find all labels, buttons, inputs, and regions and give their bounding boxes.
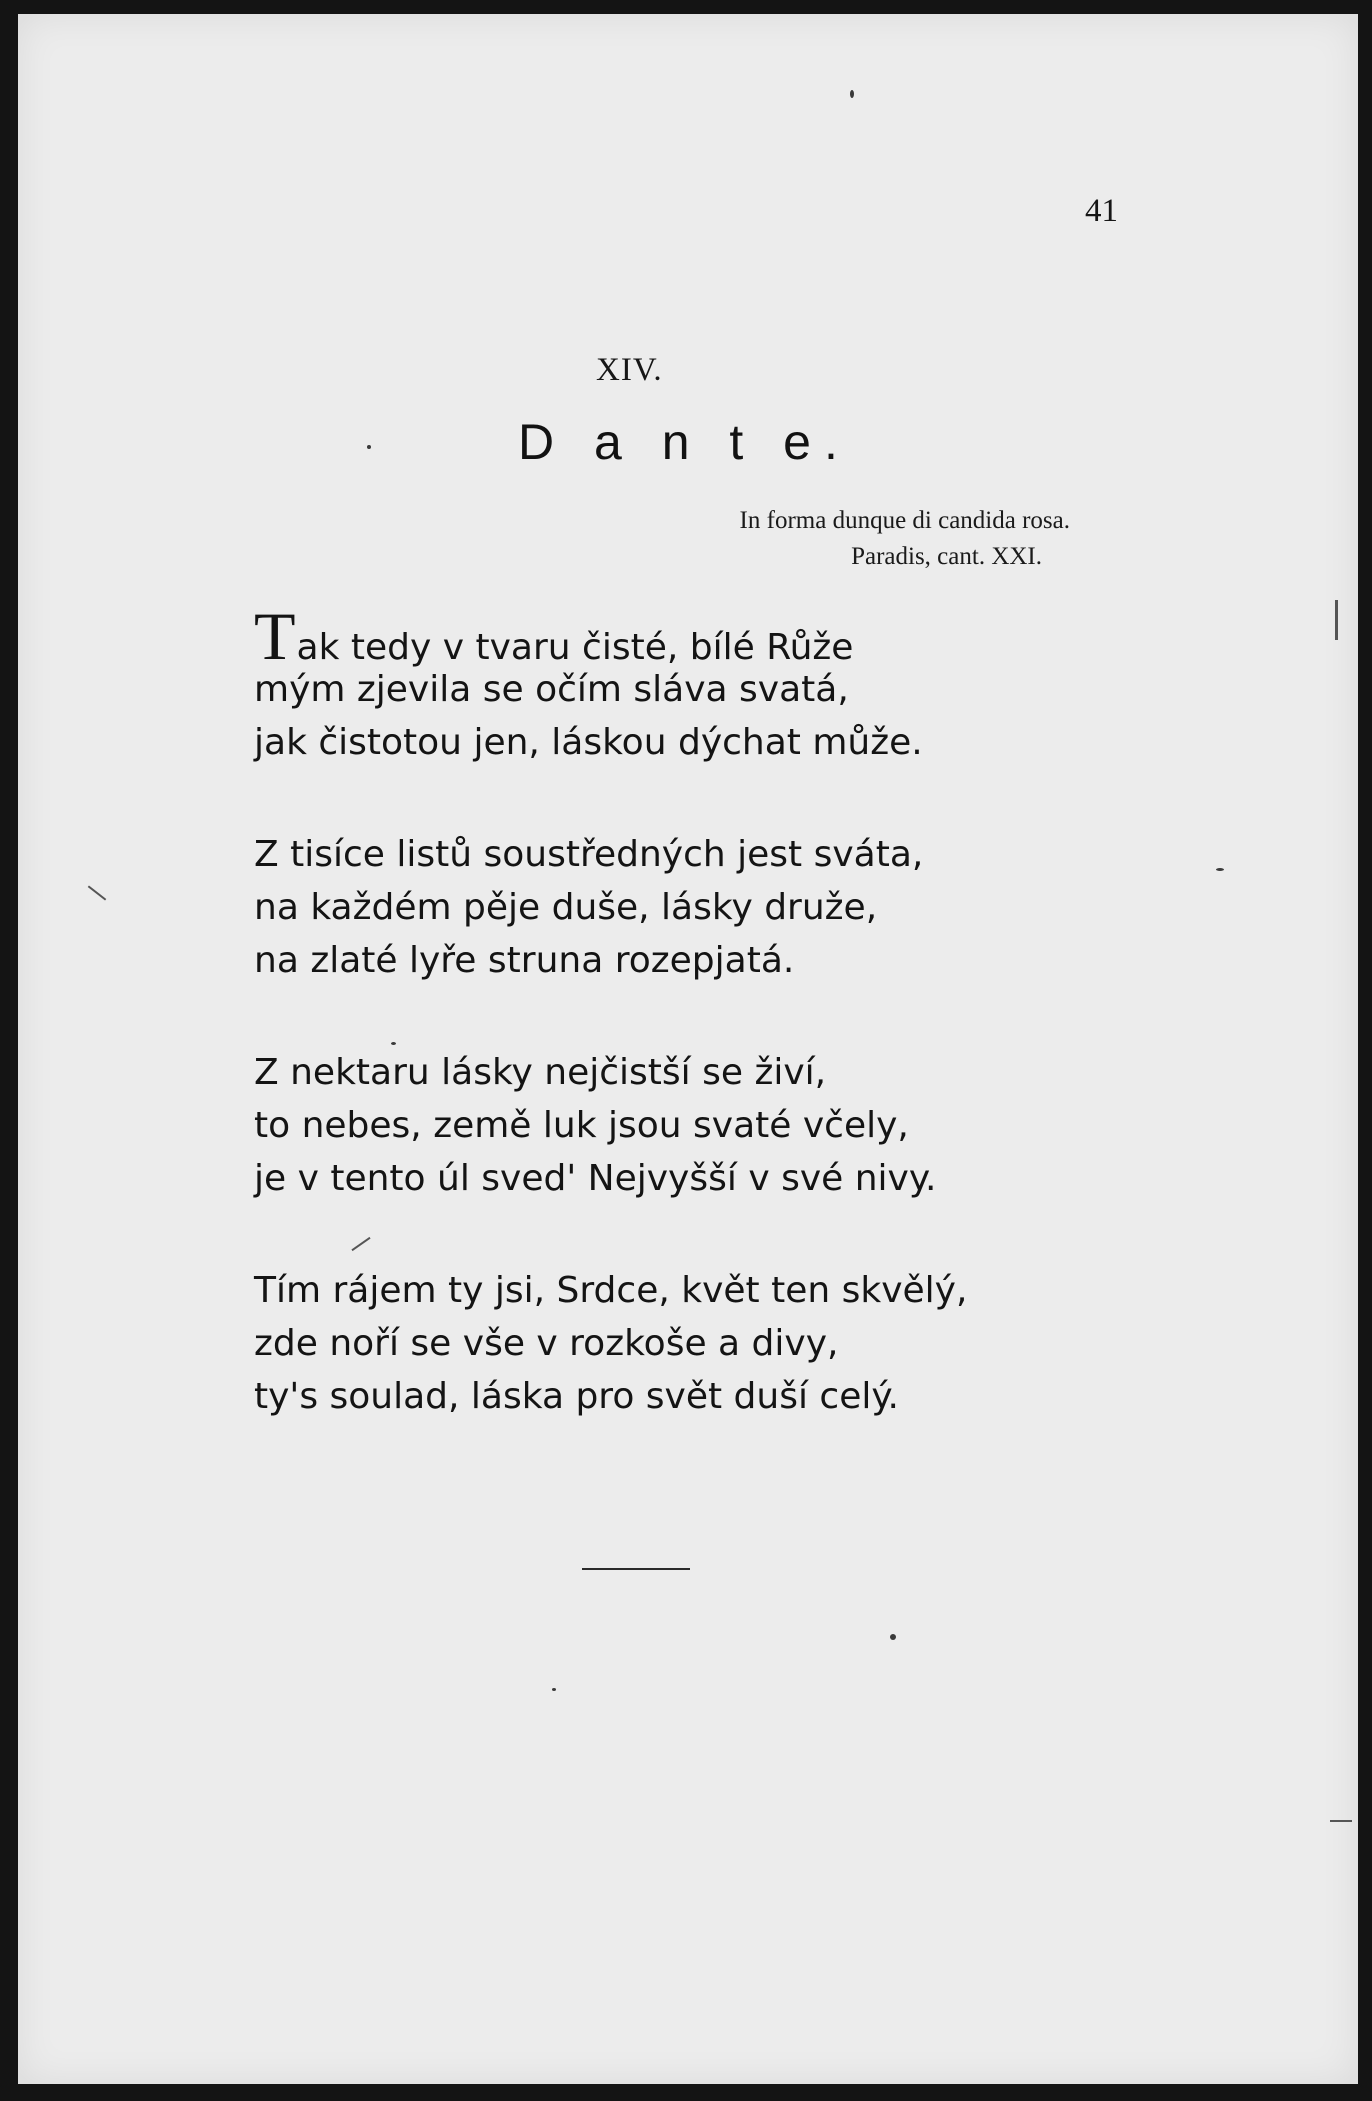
page-number: 41 <box>1085 193 1118 229</box>
verse-line: na každém pěje duše, lásky druže, <box>254 887 878 928</box>
verse-line: mým zjevila se očím sláva svatá, <box>254 669 849 710</box>
verse-line: ty's soulad, láska pro svět duší celý. <box>254 1376 899 1417</box>
epigraph-source: Paradis, cant. XXI. <box>851 543 1042 570</box>
section-divider <box>582 1568 690 1570</box>
verse-line: na zlaté lyře struna rozepjatá. <box>254 940 795 981</box>
epigraph-quote: In forma dunque di candida rosa. <box>739 507 1070 534</box>
verse-line: Tím rájem ty jsi, Srdce, květ ten skvělý, <box>254 1270 968 1311</box>
scan-mark <box>1330 1820 1352 1822</box>
verse-line: jak čistotou jen, láskou dýchat může. <box>254 722 923 763</box>
stanza-3 <box>254 1046 967 1205</box>
epigraph <box>740 503 1070 575</box>
verse-line <box>254 598 967 674</box>
stanza-2 <box>254 828 967 987</box>
scan-speck <box>1216 868 1224 871</box>
verse-line: je v tento úl sved' Nejvyšší v své nivy. <box>254 1158 937 1199</box>
scan-speck <box>391 1042 396 1045</box>
drop-cap: T <box>254 598 296 674</box>
scan-mark <box>1335 600 1338 640</box>
stanza-4 <box>254 1264 967 1423</box>
verse-text: ak tedy v tvaru čisté, bílé Růže <box>296 627 854 668</box>
verse-line: Z nektaru lásky nejčistší se živí, <box>254 1052 827 1093</box>
stanza-1 <box>254 598 967 769</box>
scan-speck <box>367 445 371 449</box>
scan-speck <box>552 1688 556 1691</box>
verse-line: to nebes, země luk jsou svaté včely, <box>254 1105 909 1146</box>
poem-title: D a n t e. <box>518 414 851 470</box>
scan-speck <box>850 90 854 98</box>
verse-line: Z tisíce listů soustředných jest sváta, <box>254 834 924 875</box>
poem-body <box>254 598 968 1482</box>
section-number: XIV. <box>596 352 663 388</box>
scan-speck <box>890 1634 896 1640</box>
verse-line: zde noří se vše v rozkoše a divy, <box>254 1323 839 1364</box>
